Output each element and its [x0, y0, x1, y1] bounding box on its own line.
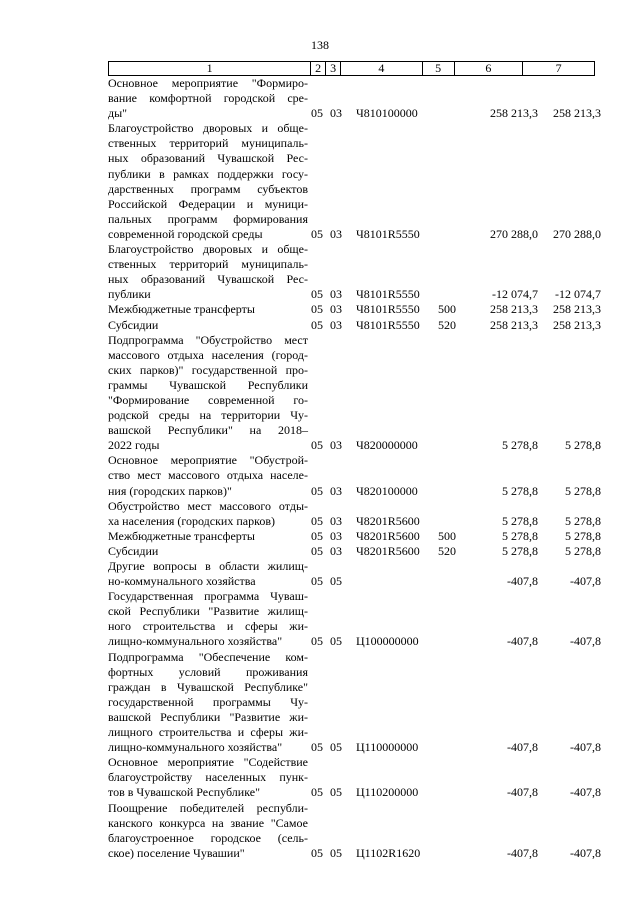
- target-article-code: Ч820000000: [356, 438, 418, 453]
- target-article-code: Ч8101R5550: [356, 226, 420, 241]
- section-code: 05: [311, 302, 323, 317]
- section-code: 05: [311, 438, 323, 453]
- subsection-code: 03: [330, 106, 342, 121]
- description-line: ственных территорий муниципаль-: [108, 257, 308, 272]
- section-code: 05: [311, 845, 323, 860]
- row-description: [108, 318, 308, 333]
- description-line: дарственных программ субъектов: [108, 181, 308, 196]
- subsection-code: 03: [330, 226, 342, 241]
- row-description: [108, 453, 308, 498]
- amount-col-6: -407,8: [507, 740, 538, 755]
- header-col-4: 4: [340, 62, 422, 75]
- subsection-code: 03: [330, 302, 342, 317]
- description-line: Поощрение победителей республи-: [108, 800, 308, 815]
- row-description: [108, 333, 308, 454]
- header-col-5: 5: [422, 62, 454, 75]
- description-line: Другие вопросы в области жилищ-: [108, 559, 308, 573]
- target-article-code: Ч8101R5550: [356, 287, 420, 302]
- description-line: ских парков)" государственной про-: [108, 362, 308, 377]
- description-line: благоустроенное городское (сель-: [108, 830, 308, 845]
- description-line: пальных программ формирования: [108, 211, 308, 226]
- header-col-6: 6: [454, 62, 523, 75]
- description-line: Благоустройство дворовых и обще-: [108, 242, 308, 257]
- amount-col-6: 5 278,8: [502, 483, 538, 498]
- description-line: благоустройству населенных пунк-: [108, 770, 308, 785]
- amount-col-7: 5 278,8: [565, 543, 601, 558]
- table-row: [108, 242, 601, 302]
- description-line: ных образований Чувашской Рес-: [108, 151, 308, 166]
- description-line: массового отдыха населения (город-: [108, 347, 308, 362]
- description-line: 2022 годы: [108, 438, 160, 453]
- table-row: [108, 800, 601, 861]
- amount-col-7: -407,8: [570, 634, 601, 649]
- description-line: ния (городских парков)": [108, 483, 232, 498]
- description-line: "Формирование современной го-: [108, 392, 308, 407]
- subsection-code: 03: [330, 287, 342, 302]
- table-row: [108, 121, 601, 242]
- table-row: [108, 76, 601, 121]
- section-code: 05: [311, 785, 323, 800]
- description-line: Российской Федерации и муници-: [108, 196, 308, 211]
- subsection-code: 03: [330, 528, 342, 543]
- amount-col-6: 5 278,8: [502, 543, 538, 558]
- target-article-code: Ч8101R5550: [356, 302, 420, 317]
- table-body: [108, 76, 601, 861]
- section-code: 05: [311, 634, 323, 649]
- description-line: вашской Республики" на 2018–: [108, 423, 308, 438]
- description-line: Подпрограмма "Обустройство мест: [108, 332, 308, 347]
- row-description: [108, 801, 308, 861]
- table-row: [108, 589, 601, 649]
- row-description: [108, 242, 308, 302]
- target-article-code: Ч8201R5600: [356, 513, 420, 528]
- section-code: 05: [311, 543, 323, 558]
- description-line: современной городской среды: [108, 226, 263, 241]
- table-row: [108, 317, 601, 333]
- description-line: ство мест массового отдыха населе-: [108, 468, 308, 483]
- subsection-code: 05: [330, 845, 342, 860]
- amount-col-6: 258 213,3: [490, 302, 538, 317]
- description-line: Основное мероприятие "Формиро-: [108, 76, 308, 90]
- amount-col-7: 258 213,3: [553, 317, 601, 332]
- row-description: [108, 544, 308, 559]
- description-line: Обустройство мест массового отды-: [108, 498, 308, 513]
- expense-type-code: 520: [438, 543, 456, 558]
- amount-col-6: 270 288,0: [490, 226, 538, 241]
- row-description: [108, 302, 308, 317]
- table-row: [108, 332, 601, 454]
- amount-col-7: -407,8: [570, 845, 601, 860]
- subsection-code: 03: [330, 483, 342, 498]
- table-row: [108, 498, 601, 529]
- description-line: вашской Республики "Развитие жи-: [108, 709, 308, 724]
- expense-type-code: 500: [438, 302, 456, 317]
- description-line: лищно-коммунального хозяйства": [108, 740, 283, 755]
- amount-col-6: -407,8: [507, 785, 538, 800]
- target-article-code: Ч810100000: [356, 106, 418, 121]
- expense-type-code: 500: [438, 528, 456, 543]
- description-line: но-коммунального хозяйства: [108, 574, 256, 589]
- section-code: 05: [311, 513, 323, 528]
- amount-col-7: 5 278,8: [565, 513, 601, 528]
- table-row: [108, 543, 601, 559]
- description-line: государственной программы Чу-: [108, 694, 308, 709]
- amount-col-6: -407,8: [507, 574, 538, 589]
- description-line: ды": [108, 106, 128, 121]
- amount-col-6: -12 074,7: [492, 287, 538, 302]
- section-code: 05: [311, 528, 323, 543]
- description-line: Благоустройство дворовых и обще-: [108, 121, 308, 136]
- subsection-code: 03: [330, 317, 342, 332]
- table-row: [108, 528, 601, 544]
- target-article-code: Ц110000000: [356, 740, 419, 755]
- description-line: канского конкурса на звание "Самое: [108, 815, 308, 830]
- row-description: [108, 755, 308, 800]
- description-line: публики в рамках поддержки госу-: [108, 166, 308, 181]
- description-line: Субсидии: [108, 317, 159, 332]
- row-description: [108, 589, 308, 649]
- target-article-code: Ч8201R5600: [356, 543, 420, 558]
- header-col-3: 3: [325, 62, 340, 75]
- description-line: ных образований Чувашской Рес-: [108, 272, 308, 287]
- amount-col-6: 5 278,8: [502, 438, 538, 453]
- description-line: фортных условий проживания: [108, 664, 308, 679]
- page-number: 138: [311, 38, 329, 52]
- description-line: ного строительства и сферы жи-: [108, 619, 308, 634]
- subsection-code: 03: [330, 513, 342, 528]
- row-description: [108, 76, 308, 121]
- target-article-code: Ц1102R1620: [356, 845, 421, 860]
- table-row: [108, 559, 601, 589]
- description-line: Межбюджетные трансферты: [108, 528, 255, 543]
- amount-col-6: 258 213,3: [490, 106, 538, 121]
- description-line: Государственная программа Чуваш-: [108, 589, 308, 604]
- section-code: 05: [311, 574, 323, 589]
- amount-col-7: 5 278,8: [565, 528, 601, 543]
- target-article-code: Ч8201R5600: [356, 528, 420, 543]
- row-description: [108, 529, 308, 544]
- description-line: лищно-коммунального хозяйства": [108, 634, 283, 649]
- table-row: [108, 649, 601, 756]
- table-header: [108, 61, 595, 76]
- amount-col-6: -407,8: [507, 634, 538, 649]
- amount-col-7: -407,8: [570, 740, 601, 755]
- section-code: 05: [311, 317, 323, 332]
- description-line: лищного строительства и сферы жи-: [108, 725, 308, 740]
- amount-col-6: 258 213,3: [490, 317, 538, 332]
- subsection-code: 03: [330, 543, 342, 558]
- description-line: граммы Чувашской Республики: [108, 377, 308, 392]
- amount-col-7: 258 213,3: [553, 106, 601, 121]
- target-article-code: Ц100000000: [356, 634, 419, 649]
- row-description: [108, 650, 308, 756]
- description-line: тов в Чувашской Республике": [108, 785, 260, 800]
- description-line: ское) поселение Чувашии": [108, 845, 245, 860]
- header-col-7: 7: [522, 62, 594, 75]
- row-description: [108, 121, 308, 242]
- amount-col-7: 5 278,8: [565, 483, 601, 498]
- amount-col-7: 270 288,0: [553, 226, 601, 241]
- description-line: Подпрограмма "Обеспечение ком-: [108, 649, 308, 664]
- description-line: вание комфортной городской сре-: [108, 91, 308, 106]
- amount-col-7: 5 278,8: [565, 438, 601, 453]
- amount-col-6: 5 278,8: [502, 513, 538, 528]
- target-article-code: Ч820100000: [356, 483, 418, 498]
- description-line: родской среды на территории Чу-: [108, 408, 308, 423]
- amount-col-7: -12 074,7: [555, 287, 601, 302]
- table-row: [108, 453, 601, 498]
- description-line: ственных территорий муниципаль-: [108, 136, 308, 151]
- section-code: 05: [311, 483, 323, 498]
- section-code: 05: [311, 106, 323, 121]
- description-line: ской Республики "Развитие жилищ-: [108, 604, 308, 619]
- description-line: ха населения (городских парков): [108, 513, 275, 528]
- expense-type-code: 520: [438, 317, 456, 332]
- header-col-1: 1: [206, 61, 213, 75]
- amount-col-7: 258 213,3: [553, 302, 601, 317]
- description-line: Основное мероприятие "Обустрой-: [108, 453, 308, 468]
- amount-col-6: -407,8: [507, 845, 538, 860]
- section-code: 05: [311, 740, 323, 755]
- subsection-code: 05: [330, 740, 342, 755]
- description-line: Межбюджетные трансферты: [108, 302, 255, 317]
- table-row: [108, 755, 601, 800]
- target-article-code: Ч8101R5550: [356, 317, 420, 332]
- target-article-code: Ц110200000: [356, 785, 419, 800]
- row-description: [108, 499, 308, 529]
- amount-col-6: 5 278,8: [502, 528, 538, 543]
- amount-col-7: -407,8: [570, 785, 601, 800]
- section-code: 05: [311, 287, 323, 302]
- subsection-code: 05: [330, 634, 342, 649]
- description-line: публики: [108, 287, 151, 302]
- section-code: 05: [311, 226, 323, 241]
- subsection-code: 03: [330, 438, 342, 453]
- header-col-2: 2: [310, 62, 325, 75]
- row-description: [108, 559, 308, 589]
- subsection-code: 05: [330, 785, 342, 800]
- subsection-code: 05: [330, 574, 342, 589]
- description-line: Основное мероприятие "Содействие: [108, 755, 308, 770]
- table-row: [108, 302, 601, 317]
- amount-col-7: -407,8: [570, 574, 601, 589]
- description-line: Субсидии: [108, 543, 159, 558]
- description-line: граждан в Чувашской Республике": [108, 679, 308, 694]
